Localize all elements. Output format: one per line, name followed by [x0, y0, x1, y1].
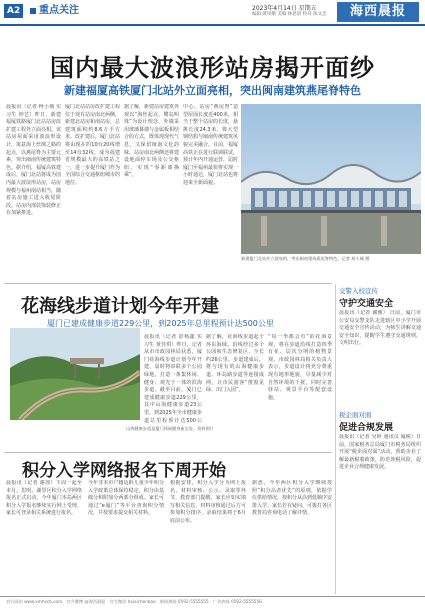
story2-column-1: 晨报讯（记者 彭杨鑫 实习生 黄佳琪）昨日，记者从市市政园林局获悉，厦门花海线步道计划今年开建，届时将串联多个公园绿地，打造一条集休闲、健身、观光于一体的滨海步道。截至目前，厦门已建成健康步道229公里，其中山海健康步道23公里，到2025年全市健康步道总里程预计达500公 — [144, 334, 202, 424]
newspaper-logo: 海西晨报 — [337, 2, 419, 22]
station-photo-caption: 新建厦门北站外立面亮相，突出闽南建筑燕尾脊特色。记者 柯小城 摄 — [241, 256, 370, 261]
story2-column-2: 据了解，花海线步道起于环东海域，沿线经过多个公园和生态修复区，全长约26公里。步道建成后，将与现有的山海健康步道、环岛路步道等连接成网，让市民游客“推窗见绿、出门入园”。 — [206, 334, 264, 394]
story1-column-3: 据了解，新建站房建筑外观以“海丝起点、鹭岛明珠”为设计理念，外墙采用玻璃幕墙与金属板相结合的方式，既体现现代气息，又保留闽南文化韵味。站房南北两侧还将建设地面停车场及公交枢纽，实现“零距离换乘”。 — [124, 104, 179, 179]
page-number-tag: A2 — [4, 4, 23, 18]
section-label: 重点关注 — [39, 5, 79, 16]
story1-column-1: 晨报讯（记者 柯小城 实习生 钟艺）昨日，新建福厦铁路厦门北站站房改扩建工程外立面亮相。该站房屋面采用波浪形设计，寓意海上丝绸之路的起点，以燕尾脊为主要元素，突出闽南传统建筑特色。据介绍，福厦高铁建成后，厦门北站将成为国内最大波浪形站房，站房规模与福州南站相当。随着站房施工进入收尾阶段，站房内部装饰装修正在加紧推进。 — [6, 104, 61, 217]
story3-column-3: 根据安排，积分入学分为网上报名、材料审核、公示、录取等环节。教育部门提醒，家长应如实填写相关信息，材料审核通过后方可参加积分排序，录取结果将于6月底前公布。 — [170, 480, 246, 524]
story3-column-2: 今年非本市户籍适龄儿童少年积分入学政策总体保持稳定，积分由基础分和附加分两部分组成。家长可通过“e厦门”等平台查询积分情况，并按要求提交相关材料。 — [88, 480, 164, 517]
sidebar-text-1: 晨报讯（记者 谢雅） 日前，厦门市公安局交警支队走进辖区中小学开展交通安全宣传活动，为师生讲解交通安全知识，提醒学生遵守交通规则，文明出行。 — [339, 310, 421, 347]
story2-subhead: 厦门已建成健康步道229公里，到2025年总里程预计达500公里 — [47, 319, 274, 328]
masthead-rule — [0, 24, 425, 26]
sidebar-text-2: 晨报讯（记者 吴婷 通讯员 厦税）日前，国家税务总局厦门市税务局组织开展“税企面对面”活动，帮助企业了解最新税收政策，防范涉税风险，促进企业合规健康发展。 — [339, 434, 421, 471]
masthead — [0, 0, 425, 42]
story1-subhead: 新建福厦高铁厦门北站外立面亮相，突出闽南建筑燕尾脊特色 — [64, 84, 361, 97]
trail-photo-caption: 山海健康步道是厦门休闲健身新去处。资料图片 — [126, 426, 214, 431]
story1-column-2: 厦门北站站房改扩建工程位于现有站房南北两侧，新建北站房和南站房，总建筑面积约8.6万平方米。改扩建后，厦门北站将由现在的10台20线增至14台32线，成为福建省规模最大的高铁站之一，进一步提升厦门作为全国综合交通枢纽城市的地位。 — [65, 104, 120, 186]
sidebar-title-2[interactable]: 促进合规发展 — [339, 423, 394, 433]
sidebar-kicker-1: 交警入校宣传 — [339, 287, 378, 295]
story1-headline[interactable]: 国内最大波浪形站房揭开面纱 — [50, 54, 375, 82]
divider — [4, 283, 332, 284]
trail-photo[interactable] — [10, 328, 140, 420]
station-photo[interactable] — [241, 104, 421, 254]
story2-column-3: “每一季都会有”的花海景观，将在步道沿线打造四季有花、层次分明的植物景观。市政园林局相关负责人表示，步道设计将充分尊重现有地形地貌，尽量减少对自然环境的干扰，同时完善驿站、观景平台等配套设施。 — [268, 334, 332, 401]
page-footer: 官方网站 www.xmhxcb.com 官方微博 @海西晨报 官方微信 haixichenbao 新闻热线 0592-5555555 广告热线 0592-5555556 — [6, 599, 262, 604]
story3-headline[interactable]: 积分入学网络报名下周开始 — [22, 461, 226, 481]
story3-column-1: 晨报讯（记者 谢茜）下周一起至本月，思明、湖里区积分入学网络报名正式启动。今年厦门本岛两区积分入学报名继续实行网上受理，家长可登录相关系统进行报名。 — [6, 480, 82, 517]
issue-date: 2023年4月14日 星期五 — [252, 5, 317, 12]
sidebar-kicker-2: 税企面对面 — [339, 411, 372, 419]
story1-column-4: 中心。站房“燕尾脊”造型屋面长度近400米，相当于整个站房的长度，悬挑长度24.3米，将大型钢结构与闽南传统建筑风貌完美融合。目前，福厦高铁正在进行联调联试，预计年内开通运营，届时厦门至福州最快将实现一小时通达，厦门北站也将迎来全新面貌。 — [183, 104, 238, 186]
divider — [4, 452, 332, 453]
story2-headline[interactable]: 花海线步道计划今年开建 — [21, 296, 219, 317]
sidebar-title-1[interactable]: 守护交通安全 — [339, 299, 394, 309]
story3-column-4: 据悉，今年两区积分入学继续按照“积分高者优先”的原则，依据学位供给情况，按积分从高到低顺序安排入学。家长若有疑问，可拨打各区教育局咨询电话了解详情。 — [252, 480, 332, 517]
issue-meta: 编辑 黄凤娥 美编 林思晨 校对 陈文忠 — [252, 12, 327, 17]
footer-rule — [0, 596, 425, 597]
sidebar-divider — [335, 284, 336, 594]
